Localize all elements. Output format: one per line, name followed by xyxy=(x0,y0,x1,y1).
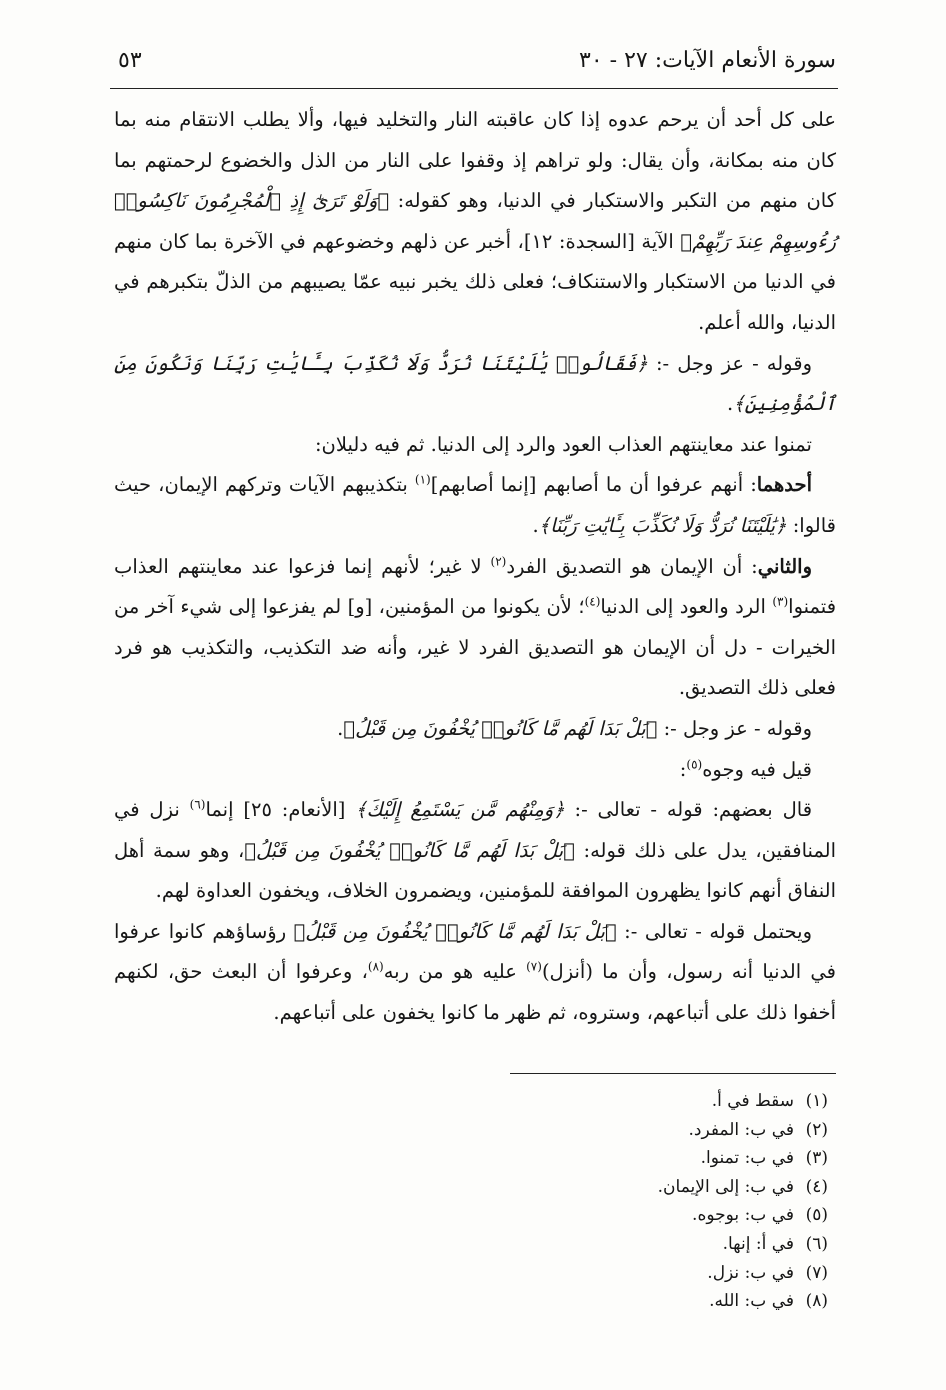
footnote-number: (٢) xyxy=(805,1119,828,1140)
quran-quote: ﴿بَلْ بَدَا لَهُم مَّا كَانُوا۟ يُخْفُونَ مِن قَبْلُ﴾ xyxy=(343,716,658,740)
header-rule xyxy=(110,88,838,89)
page-number: ٥٣ xyxy=(118,48,142,73)
quran-quote: ﴿بَلْ بَدَا لَهُم مَّا كَانُوا۟ يُخْفُونَ مِن قَبْلُ﴾ xyxy=(244,838,575,862)
paragraph-9: ويحتمل قوله - تعالى -: ﴿بَلْ بَدَا لَهُم مَّا كَانُوا۟ يُخْفُونَ مِن قَبْلُ﴾ رؤساؤهم كانوا عرفوا في الدنيا أنه رسول، وأن ما (أنزل)$^{(٧)}$ عليه هو من ربه$^{(٨)}$، وعرفوا أن البعث حق، لكنهم أخفوا ذلك على أتباعهم، وستروه، ثم ظهر ما كانوا يخفون على أتباعهم. xyxy=(114,919,836,1025)
footnotes xyxy=(408,1087,828,1316)
footnote-ref: (٥) xyxy=(686,757,703,771)
paragraph-3: تمنوا عند معاينتهم العذاب العود والرد إلى الدنيا. ثم فيه دليلان: xyxy=(314,432,812,456)
paragraph-7: قيل فيه وجوه$^{(٥)}$: xyxy=(679,757,812,781)
footnote-ref: (١) xyxy=(414,472,431,487)
footnote-ref: (٨) xyxy=(367,959,384,974)
footnote xyxy=(408,1230,828,1259)
paragraph-1: على كل أحد أن يرحم عدوه إذا كان عاقبته النار والتخليد فيها، وألا يطلب الانتقام منه بما كان منه بمكانة، وأن يقال: ولو تراهم إذ وقفوا على النار من الذل والخضوع لرحمتهم بما كان منهم من التكبر والاستكبار في الدنيا، وهو كقوله: ﴿وَلَوْ تَرَىٰٓ إِذِ ٱلْمُجْرِمُونَ نَاكِسُوا۟ رُءُوسِهِمْ عِندَ رَبِّهِمْ﴾ الآية [السجدة: ١٢]، أخبر عن ذلهم وخضوعهم في الآخرة بما كان منهم في الدنيا من الاستكبار والاستنكاف؛ فعلى ذلك يخبر نبيه عمّا يصيبهم من الذلّ بتكبرهم في الدنيا، والله أعلم. xyxy=(114,108,836,334)
quran-quote: ﴿وَلَوْ تَرَىٰٓ إِذِ ٱلْمُجْرِمُونَ نَاكِسُوا۟ رُءُوسِهِمْ عِندَ رَبِّهِمْ﴾ xyxy=(114,189,836,253)
footnote-number: (٥) xyxy=(805,1205,828,1226)
footnote-ref: (٧) xyxy=(526,959,542,974)
paragraph-2: وقوله - عز وجل -: ﴿فَقَالُوا۟ يَٰلَيْتَنَا نُرَدُّ وَلَا نُكَذِّبَ بِـَٔايَٰتِ رَبِّنَا وَنَكُونَ مِنَ ٱلْمُؤْمِنِينَ﴾. xyxy=(114,351,836,416)
paragraph-8: قال بعضهم: قوله - تعالى -: ﴿وَمِنْهُم مَّن يَسْتَمِعُ إِلَيْكَ﴾ [الأنعام: ٢٥] إنما$^{(٦)}$ نزل في المنافقين، يدل على ذلك قوله: ﴿بَلْ بَدَا لَهُم مَّا كَانُوا۟ يُخْفُونَ مِن قَبْلُ﴾، وهو سمة أهل النفاق أنهم كانوا يظهرون الموافقة للمؤمنين، ويضمرون الخلاف، ويخفون العداوة لهم. xyxy=(114,797,837,903)
footnote-ref: (٤) xyxy=(584,594,601,609)
footnote xyxy=(408,1116,828,1145)
footnote-text: في ب: الله. xyxy=(709,1291,794,1312)
footnote xyxy=(408,1144,828,1173)
footnote-text: في ب: بوجوه. xyxy=(692,1205,794,1226)
quran-quote: ﴿بَلْ بَدَا لَهُم مَّا كَانُوا۟ يُخْفُونَ مِن قَبْلُ﴾ xyxy=(293,919,617,943)
footnote-text: في ب: المفرد. xyxy=(688,1119,794,1140)
footnote-text: سقط في أ. xyxy=(711,1091,794,1111)
running-title: سورة الأنعام الآيات: ٢٧ - ٣٠ xyxy=(579,48,836,73)
footnote xyxy=(408,1201,828,1230)
footnote-number: (٧) xyxy=(805,1262,828,1283)
main-text xyxy=(114,100,836,1034)
footnote xyxy=(408,1259,828,1288)
footnote-ref: (٣) xyxy=(772,594,789,609)
footnote-text: في ب: نزل. xyxy=(707,1262,794,1283)
paragraph-4: أحدهما: أنهم عرفوا أن ما أصابهم [إنما أصابهم]$^{(١)}$ بتكذيبهم الآيات وتركهم الإيمان، حيث قالوا: ﴿يَٰلَيْتَنَا نُرَدُّ وَلَا نُكَذِّبَ بِـَٔايَٰتِ رَبِّنَا﴾. xyxy=(114,472,836,537)
paragraph-5: والثاني: أن الإيمان هو التصديق الفرد$^{(٢)}$ لا غير؛ لأنهم إنما فزعوا عند معاينتهم العذاب فتمنوا$^{(٣)}$ الرد والعود إلى الدنيا$^{(٤)}$؛ لأن يكونوا من المؤمنين، [و] لم يفزعوا إلى شيء آخر من الخيرات - دل أن الإيمان هو التصديق الفرد لا غير، وأنه ضد التكذيب، والتكذيب هو فرد فعلى ذلك التصديق. xyxy=(114,554,837,700)
page-header xyxy=(110,44,836,84)
quran-quote: ﴿يَٰلَيْتَنَا نُرَدُّ وَلَا نُكَذِّبَ بِـَٔايَٰتِ رَبِّنَا﴾ xyxy=(538,513,787,537)
footnote-ref: (٢) xyxy=(490,554,507,569)
footnote-number: (١) xyxy=(805,1091,828,1111)
label-second: والثاني xyxy=(757,554,812,578)
footnote-text: في ب: تمنوا. xyxy=(700,1148,794,1169)
quran-quote: ﴿وَمِنْهُم مَّن يَسْتَمِعُ إِلَيْكَ﴾ xyxy=(355,798,565,822)
label-first: أحدهما xyxy=(756,473,812,497)
footnote-separator xyxy=(510,1073,836,1074)
footnote xyxy=(408,1173,828,1202)
quran-quote: ﴿فَقَالُوا۟ يَٰلَيْتَنَا نُرَدُّ وَلَا نُكَذِّبَ بِـَٔايَٰتِ رَبِّنَا وَنَكُونَ مِنَ ٱلْمُؤْمِنِينَ﴾ xyxy=(114,351,836,416)
footnote xyxy=(408,1287,828,1316)
footnote-ref: (٦) xyxy=(189,797,206,812)
footnote-number: (٣) xyxy=(805,1148,828,1169)
footnote-number: (٦) xyxy=(805,1233,828,1254)
footnote xyxy=(408,1087,828,1116)
footnote-text: في ب: إلى الإيمان. xyxy=(657,1176,794,1197)
footnote-text: في أ: إنها. xyxy=(722,1233,794,1254)
footnote-number: (٤) xyxy=(805,1176,828,1197)
footnote-number: (٨) xyxy=(805,1291,828,1312)
paragraph-6: وقوله - عز وجل -: ﴿بَلْ بَدَا لَهُم مَّا كَانُوا۟ يُخْفُونَ مِن قَبْلُ﴾. xyxy=(337,716,812,740)
